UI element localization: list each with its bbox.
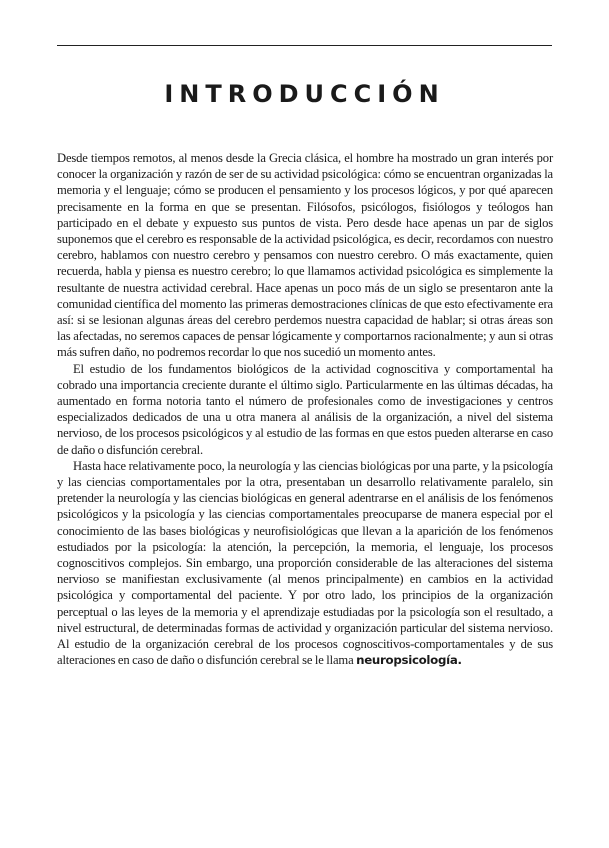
top-rule-divider [57,45,552,46]
paragraph-1: Desde tiempos remotos, al menos desde la Grecia clásica, el hombre ha mostrado un gran interés por conocer la organización y razón de ser de su actividad psicológica: cómo se encuentran organizadas la memoria y el lenguaje; cómo se producen el pensamiento y los procesos lógicos, y por qué aparecen precisamente en la forma en que se presentan. Filósofos, psicólogos, fisiólogos y teólogos han participado en el debate y expuesto sus puntos de vista. Pero desde hace apenas un par de siglos suponemos que el cerebro es responsable de la actividad psicológica, es decir, recordamos con nuestro cerebro, hablamos con nuestro cerebro y pensamos con nuestro cerebro. O más exactamente, quien recuerda, habla y piensa es nuestro cerebro; lo que llamamos actividad psicológica es simplemente la resultante de nuestra actividad cerebral. Hace apenas un poco más de un siglo se presentaron ante la comunidad científica del momento las primeras demostraciones clínicas de que esto efectivamente era así: si se lesionan algunas áreas del cerebro perdemos nuestra capacidad de hablar; si otras áreas son las afectadas, no seremos capaces de pensar lógicamente y comportarnos racionalmente; y aun si otras más sufren daño, no podremos recordar lo que nos sucedió un momento antes. [57,151,553,360]
body-text [57,150,553,669]
chapter-title: INTRODUCCIÓN [164,80,445,109]
paragraph-3 [57,458,553,669]
paragraph-3-text: Hasta hace relativamente poco, la neurología y las ciencias biológicas por una parte, y la psicología y las ciencias comportamentales por la otra, presentaban un desarrollo relativamente paralelo, sin pretender la neurología y las ciencias biológicas en general adentrarse en el análisis de los fenómenos psicológicos y la psicología y las ciencias comportamentales preocuparse de manera especial por el conocimiento de las bases biológicas y neurofisiológicas que llevan a la aparición de los fenómenos estudiados por la psicología: la atención, la percepción, la memoria, el lenguaje, los procesos cognoscitivos complejos. Sin embargo, una proporción considerable de las alteraciones del sistema nervioso se manifiestan exclusivamente (al menos principalmente) en cambios en la actividad psicológica y comportamental del paciente. Y por otro lado, los principios de la organización perceptual o las leyes de la memoria y el aprendizaje estudiadas por la psicología son el resultado, a nivel estructural, de determinadas formas de actividad y organización particular del sistema nervioso. Al estudio de la organización cerebral de los procesos cognoscitivos-comportamentales y de sus alteraciones en caso de daño o disfunción cerebral se le llama [57,458,553,668]
paragraph-2: El estudio de los fundamentos biológicos de la actividad cognoscitiva y comportamental ha cobrado una importancia creciente durante el último siglo. Particularmente en las últimas décadas, ha aumentado en forma notoria tanto el número de profesionales como de investigaciones y centros especializados dedicados de una u otra manera al análisis de la organización, a nivel del sistema nervioso, de los procesos psicológicos y al estudio de las formas en que estos pueden alterarse en caso de daño o disfunción cerebral. [57,361,553,457]
key-term-neuropsicologia: neuropsicología. [356,653,462,668]
